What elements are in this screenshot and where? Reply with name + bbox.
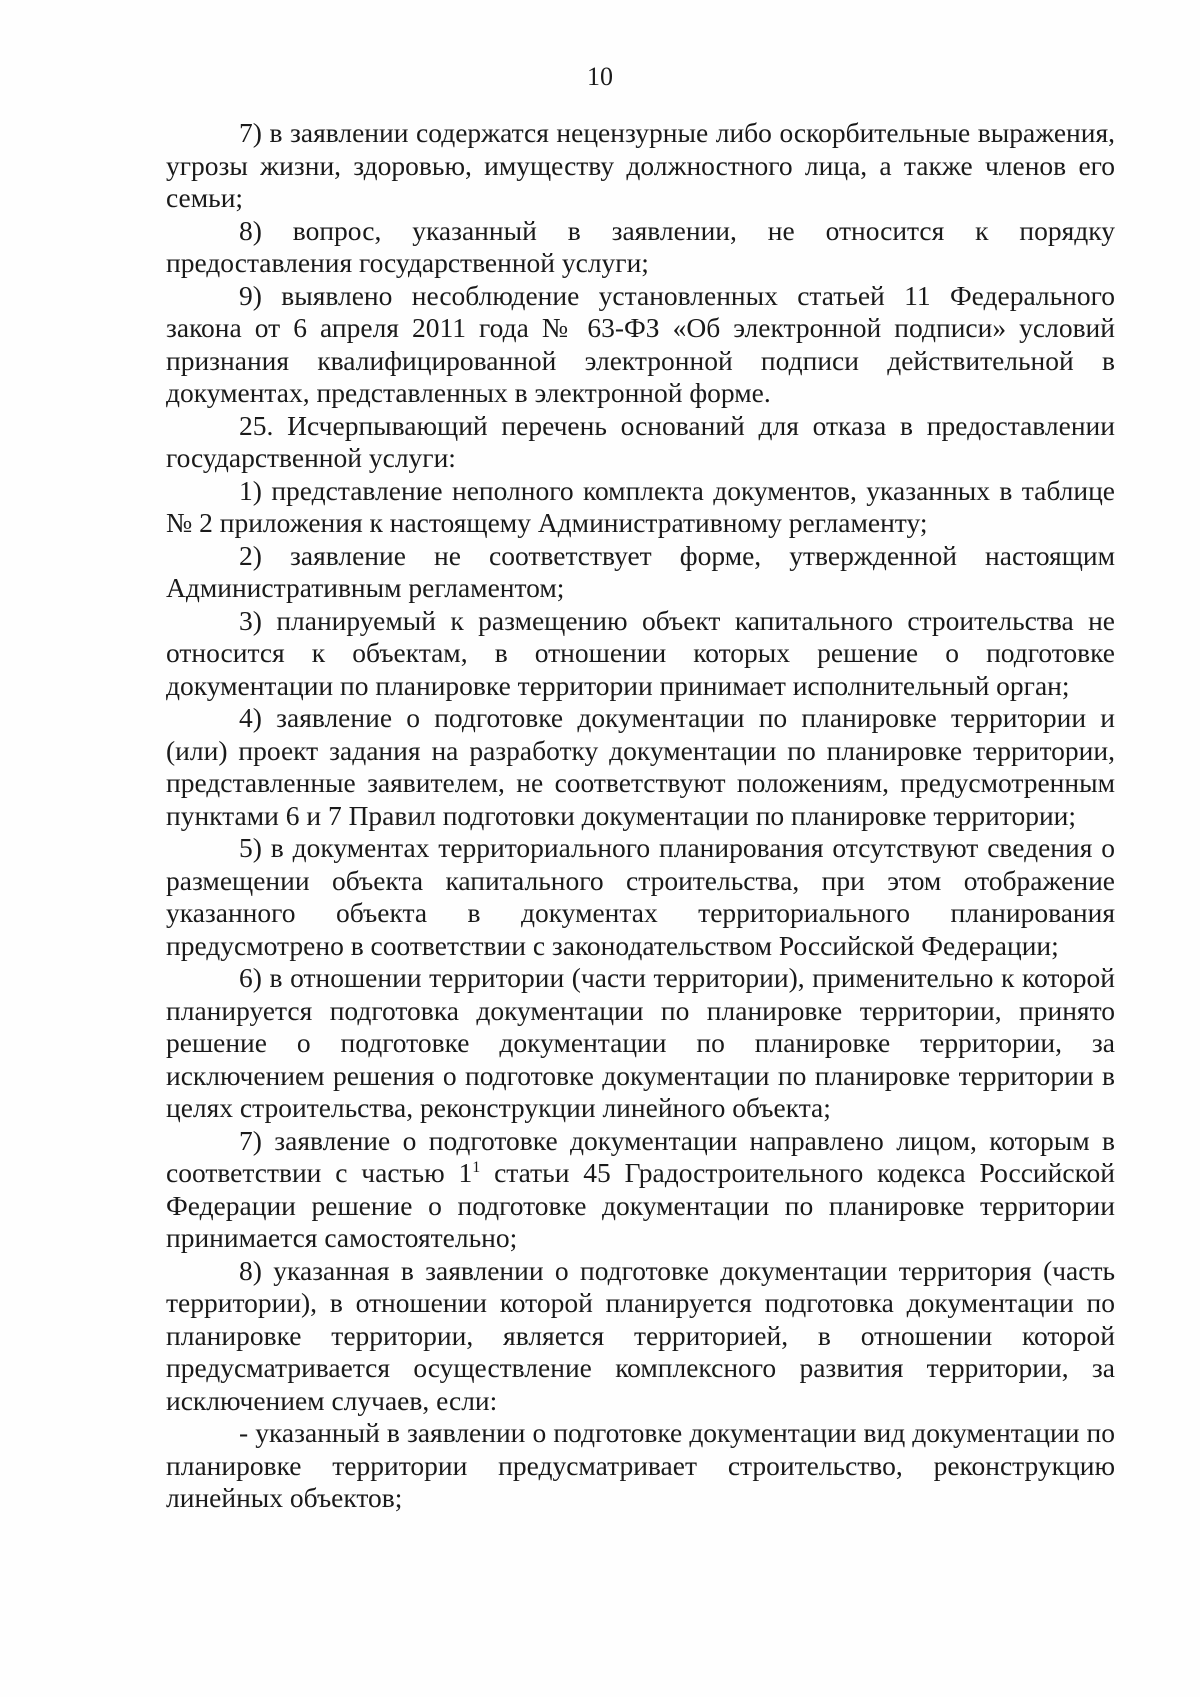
paragraph-item-8: 8) вопрос, указанный в заявлении, не относится к порядку предоставления государственной услуги; <box>166 214 1115 278</box>
paragraph-item-7: 7) в заявлении содержатся нецензурные либо оскорбительные выражения, угрозы жизни, здоровью, имуществу должностного лица, а также членов его семьи; <box>166 117 1115 213</box>
paragraph-ground-7-superscript: 1 <box>472 1158 481 1176</box>
paragraph-section-25: 25. Исчерпывающий перечень оснований для отказа в предоставлении государственной услуги: <box>166 409 1115 473</box>
document-body <box>166 117 1115 1515</box>
paragraph-ground-1: 1) представление неполного комплекта документов, указанных в таблице № 2 приложения к настоящему Административному регламенту; <box>166 474 1115 538</box>
paragraph-ground-4: 4) заявление о подготовке документации по планировке территории и (или) проект задания на разработку документации по планировке территории, представленные заявителем, не соответствуют положениям, предусмотренным пунктами 6 и 7 Правил подготовки документации по планировке территории; <box>166 702 1115 831</box>
paragraph-ground-7-text-before: 7) заявление о подготовке документации направлено лицом, которым в соответствии с частью 1 <box>166 1124 1115 1188</box>
paragraph-ground-7 <box>166 1125 1115 1255</box>
page-number: 10 <box>587 62 613 91</box>
paragraph-ground-8: 8) указанная в заявлении о подготовке документации территория (часть территории), в отношении которой планируется подготовка документации по планировке территории, является территорией, в отношении которой предусматривается осуществление комплексного развития территории, за исключением случаев, если: <box>166 1254 1115 1416</box>
paragraph-ground-3: 3) планируемый к размещению объект капитального строительства не относится к объектам, в отношении которых решение о подготовке документации по планировке территории принимает исполнительный орган; <box>166 604 1115 701</box>
paragraph-item-9: 9) выявлено несоблюдение установленных статьей 11 Федерального закона от 6 апреля 2011 года № 63-ФЗ «Об электронной подписи» условий признания квалифицированной электронной подписи действительной в документах, представленных в электронной форме. <box>166 279 1115 408</box>
paragraph-ground-5: 5) в документах территориального планирования отсутствуют сведения о размещении объекта капитального строительства, при этом отображение указанного объекта в документах территориального планирования предусмотрено в соответствии с законодательством Российской Федерации; <box>166 832 1115 961</box>
paragraph-ground-8-exception-1: - указанный в заявлении о подготовке документации вид документации по планировке территории предусматривает строительство, реконструкцию линейных объектов; <box>166 1417 1115 1513</box>
paragraph-ground-2: 2) заявление не соответствует форме, утвержденной настоящим Административным регламентом; <box>166 539 1115 603</box>
paragraph-ground-6: 6) в отношении территории (части территории), применительно к которой планируется подготовка документации по планировке территории, принято решение о подготовке документации по планировке территории, за исключением решения о подготовке документации по планировке территории в целях строительства, реконструкции линейного объекта; <box>166 962 1115 1123</box>
paragraph-ground-7-text-after: статьи 45 Градостроительного кодекса Российской Федерации решение о подготовке документации по планировке территории принимается самостоятельно; <box>166 1157 1115 1253</box>
